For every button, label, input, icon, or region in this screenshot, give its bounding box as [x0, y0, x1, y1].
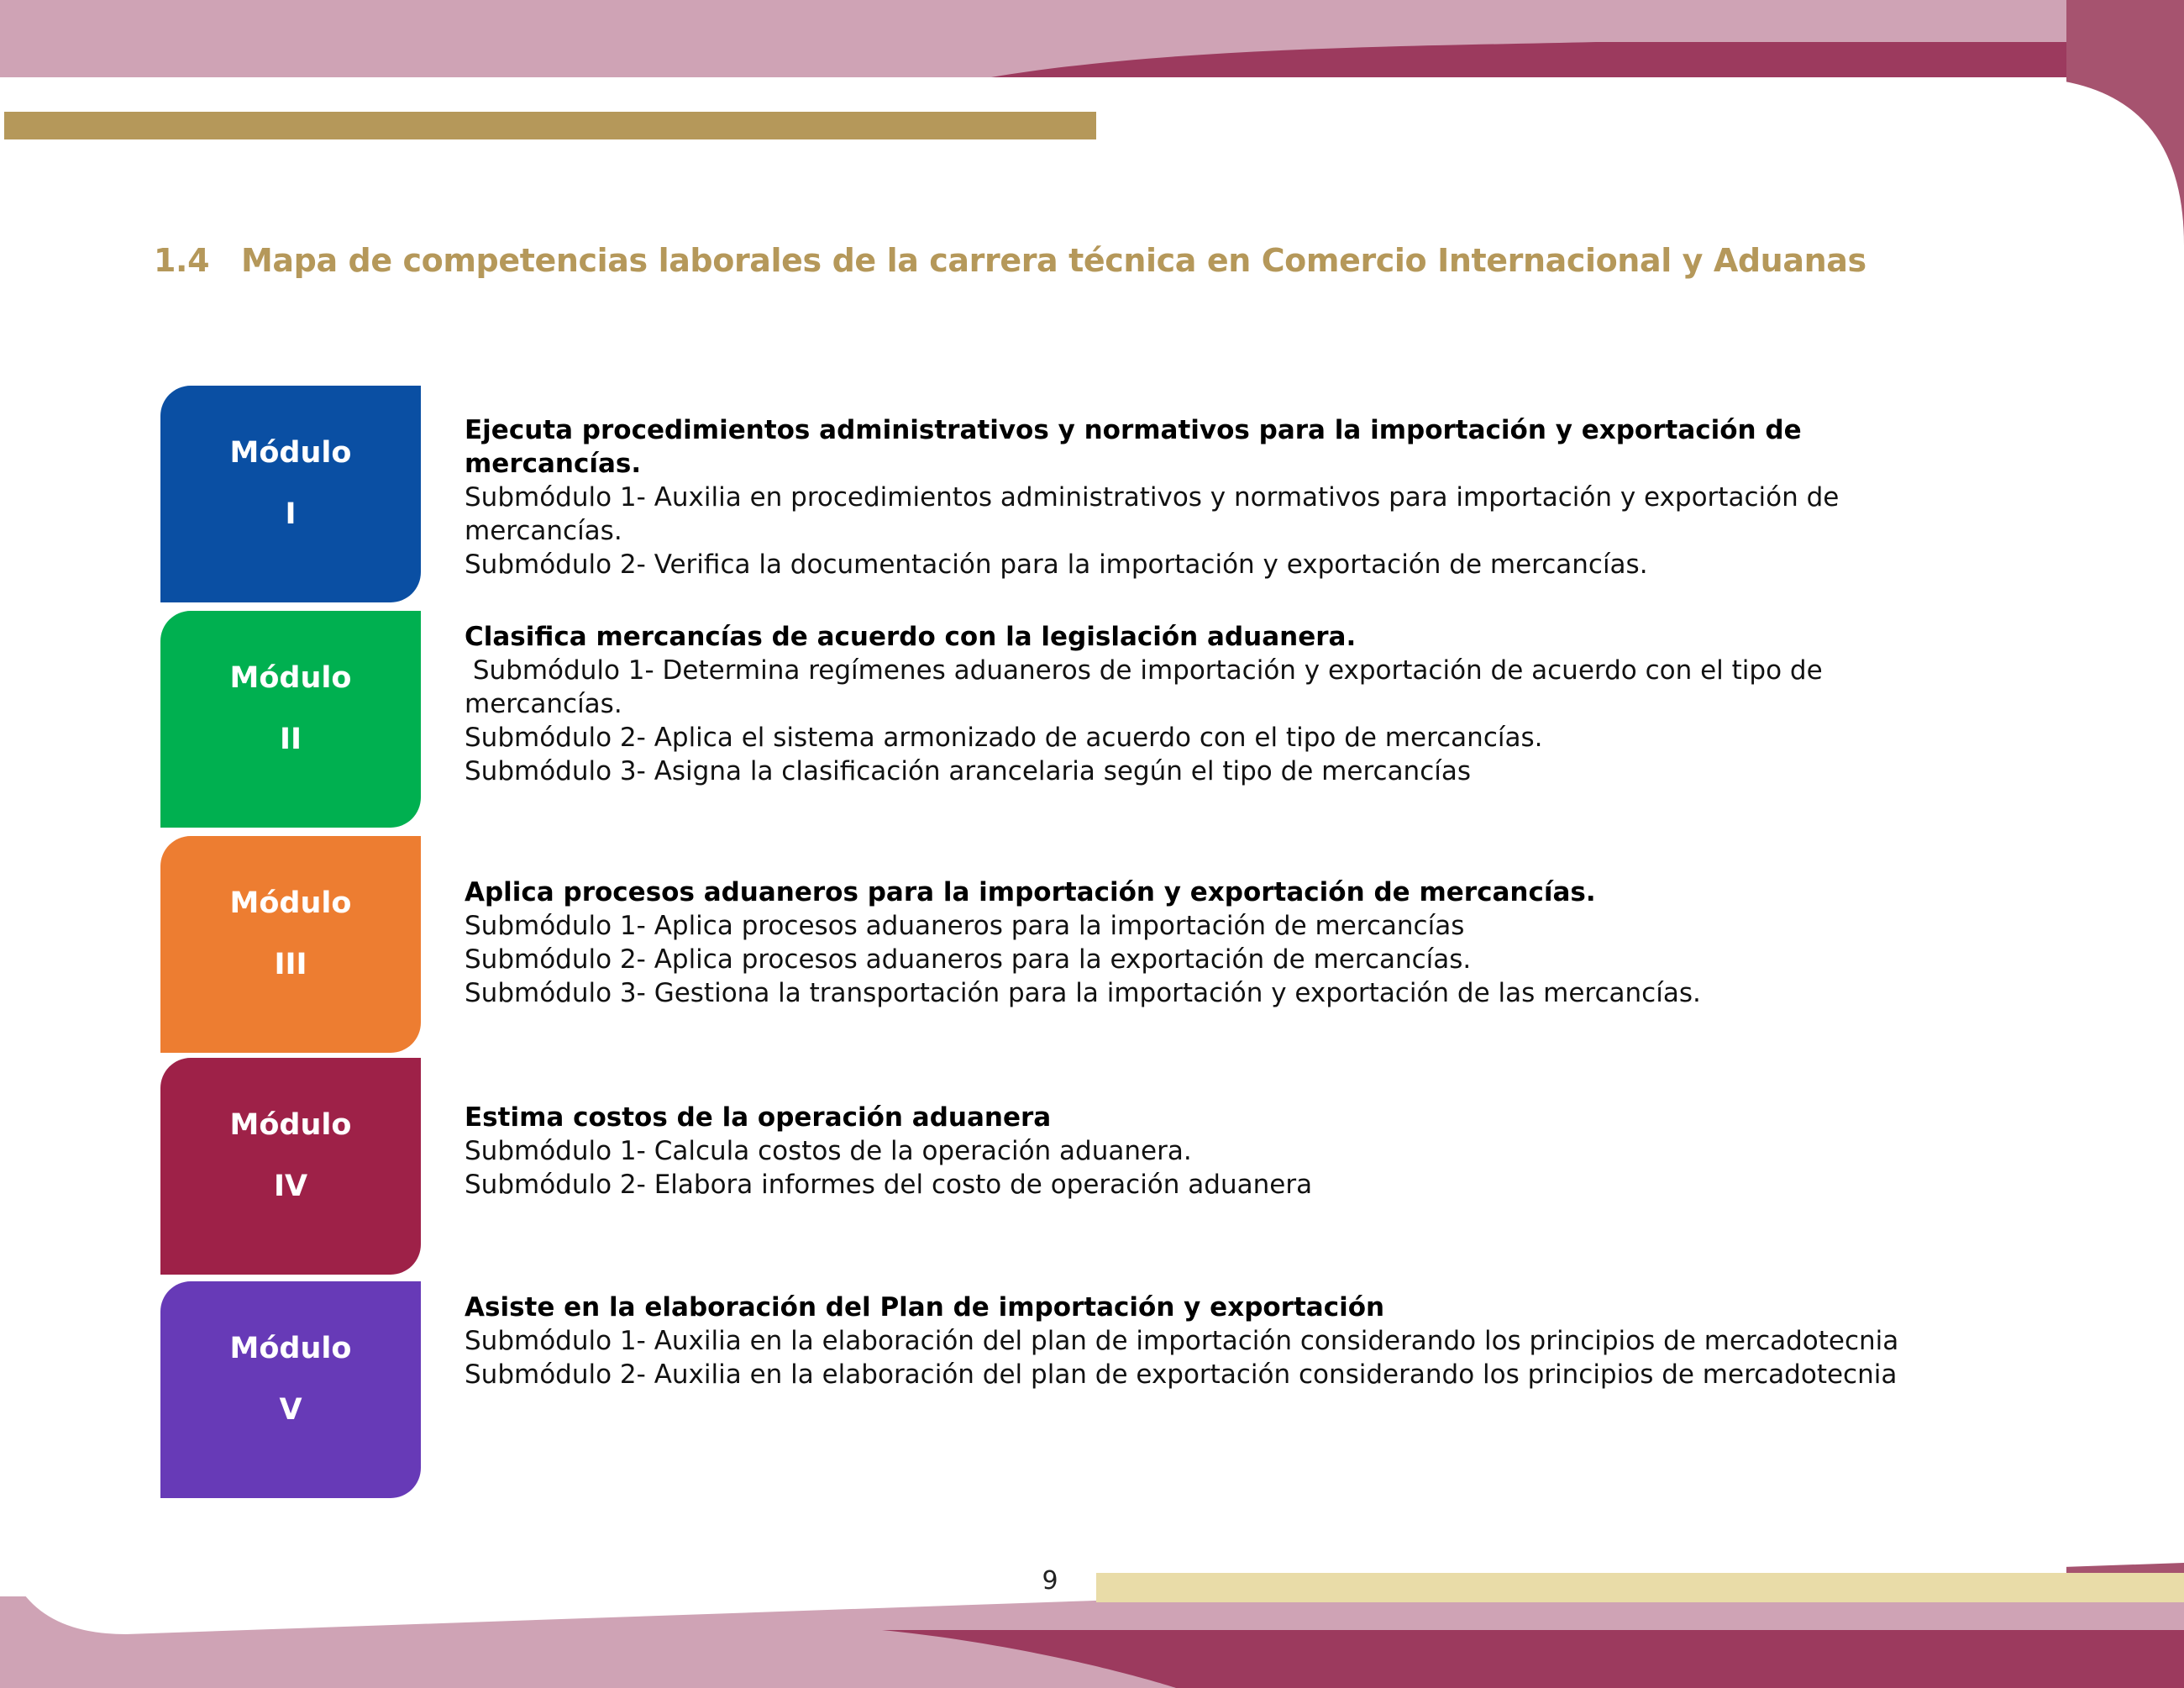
submodule-item: Submódulo 1- Calcula costos de la operación aduanera.	[465, 1136, 1192, 1166]
cream-footer-bar	[1096, 1573, 2184, 1602]
module-badge-3	[160, 836, 421, 1053]
module-label: Módulo	[229, 886, 352, 920]
submodule-item: Submódulo 1- Auxilia en la elaboración del plan de importación considerando los principios de mercadotecnia	[465, 1326, 1899, 1356]
submodule-item: Submódulo 2- Elabora informes del costo de operación aduanera	[465, 1170, 1313, 1200]
submodule-item: Submódulo 3- Asigna la clasificación arancelaria según el tipo de mercancías	[465, 756, 1472, 786]
submodule-item: Submódulo 1- Auxilia en procedimientos administrativos y normativos para importación y exportación de mercancías.	[465, 482, 1840, 546]
module-title: Estima costos de la operación aduanera	[465, 1102, 1052, 1133]
module-label: Módulo	[229, 1108, 352, 1142]
submodule-item: Submódulo 2- Auxilia en la elaboración del plan de exportación considerando los principios de mercadotecnia	[465, 1359, 1898, 1390]
module-number: V	[279, 1393, 302, 1427]
module-title: Ejecuta procedimientos administrativos y normativos para la importación y exportación de mercancías.	[465, 415, 1802, 479]
section-number: 1.4	[154, 242, 210, 279]
section-title-text: Mapa de competencias laborales de la carrera técnica en Comercio Internacional y Aduanas	[241, 242, 1866, 279]
module-badge-4	[160, 1058, 421, 1275]
module-label: Módulo	[229, 1332, 352, 1365]
submodule-item: Submódulo 2- Aplica procesos aduaneros para la exportación de mercancías.	[465, 944, 1472, 975]
module-title: Aplica procesos aduaneros para la importación y exportación de mercancías.	[465, 877, 1596, 907]
section-title	[154, 242, 1866, 279]
module-number: I	[285, 497, 297, 531]
module-label: Módulo	[229, 661, 352, 695]
module-number: II	[279, 723, 302, 756]
module-description-4	[465, 1101, 1960, 1202]
module-badge-5	[160, 1281, 421, 1498]
submodule-item: Submódulo 1- Determina regímenes aduaneros de importación y exportación de acuerdo con el tipo de mercancías.	[465, 655, 1831, 719]
submodule-item: Submódulo 1- Aplica procesos aduaneros para la importación de mercancías	[465, 911, 1465, 941]
module-title: Clasifica mercancías de acuerdo con la legislación aduanera.	[465, 622, 1357, 652]
module-label: Módulo	[229, 436, 352, 470]
module-number: III	[274, 948, 307, 981]
submodule-item: Submódulo 3- Gestiona la transportación para la importación y exportación de las mercancías.	[465, 978, 1701, 1008]
module-title: Asiste en la elaboración del Plan de importación y exportación	[465, 1292, 1385, 1323]
gold-header-bar	[4, 112, 1096, 139]
page-number: 9	[1042, 1566, 1058, 1596]
submodule-item: Submódulo 2- Verifica la documentación para la importación y exportación de mercancías.	[465, 550, 1648, 580]
module-description-2	[465, 620, 1960, 788]
module-description-5	[465, 1291, 1960, 1391]
module-description-1	[465, 413, 1960, 581]
module-description-3	[465, 876, 1960, 1010]
submodule-item: Submódulo 2- Aplica el sistema armonizado de acuerdo con el tipo de mercancías.	[465, 723, 1543, 753]
module-number: IV	[273, 1170, 308, 1203]
module-badge-2	[160, 611, 421, 828]
module-badge-1	[160, 386, 421, 602]
